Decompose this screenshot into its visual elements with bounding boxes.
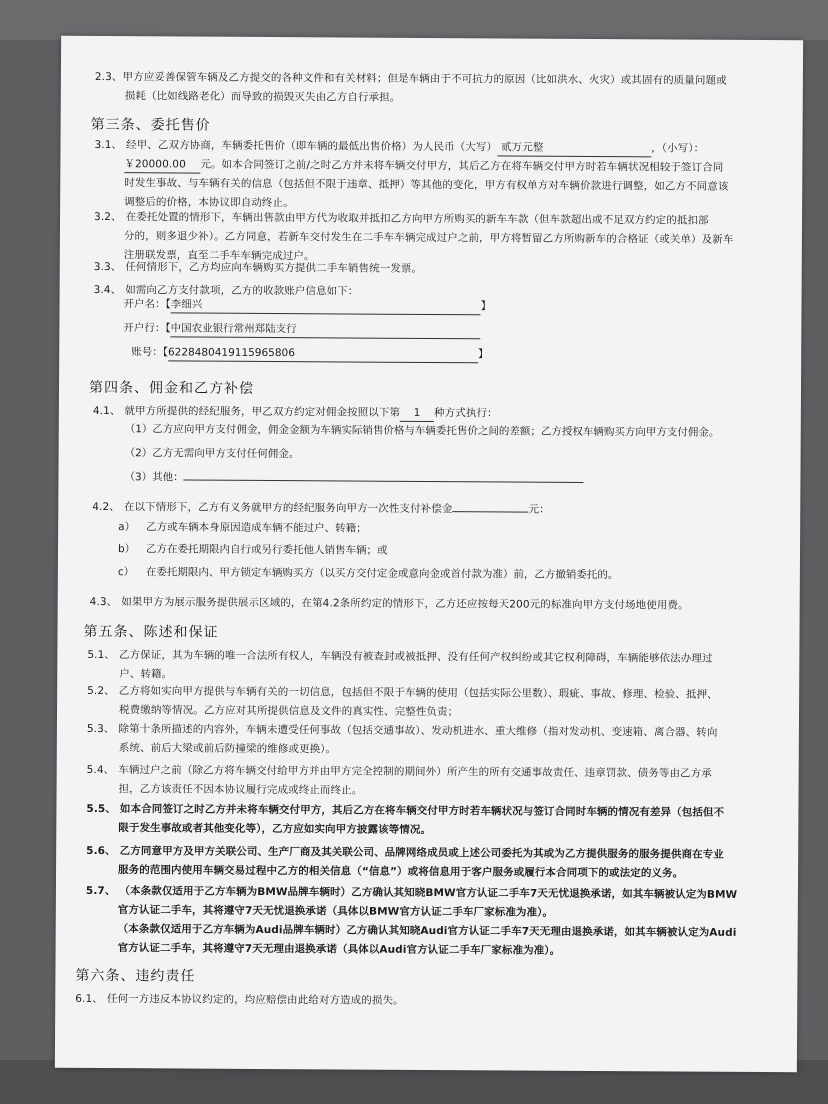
contract-page (55, 36, 803, 1073)
section-3-title: 第三条、委托售价 (90, 116, 211, 134)
bank-row (123, 319, 480, 340)
clause-number: 5.5、 (86, 802, 116, 816)
item-text: 在委托期限内、甲方锁定车辆购买方（以买方交付定金或意向金或首付款为准）前，乙方撤销委托的。 (145, 566, 619, 582)
clause-number: 2.3、 (94, 70, 123, 84)
clause-number: 3.1、 (94, 138, 123, 152)
commission-option-2: （2）乙方无需向甲方支付任何佣金。 (124, 447, 300, 461)
clause-number: 4.1、 (92, 404, 121, 418)
clause-text: 损耗（比如线路老化）而导致的损毁灭失由乙方自行承担。 (124, 90, 401, 104)
clause-text: 任何情形下，乙方均应向车辆购买方提供二手车销售统一发票。 (125, 261, 423, 275)
clause-number: 4.2、 (92, 500, 120, 514)
list-item (118, 563, 619, 585)
item-label: b） (117, 543, 136, 556)
option-3-label: （3）其他： (124, 471, 184, 484)
clause-text: 甲方应妥善保管车辆及乙方提交的各种文件和有关材料；但是车辆由于不可抗力的原因（比如洪水、火灾）或其固有的质量问题或 (122, 71, 727, 87)
clause-6-1 (75, 990, 775, 1013)
clause-text: 服务的范围内使用车辆交易过程中乙方的相关信息（“信息”）或将信息用于客户服务或履行本合同项下的或法定的义务。 (118, 864, 684, 880)
clause-5-2 (87, 682, 781, 724)
clause-text: 分的，则多退少补）。乙方同意，若新车交付发生在二手车车辆完成过户之前，甲方将暂留乙方所购新车的合格证（或关单）及新车 (123, 230, 734, 246)
clause-text: 时发生事故、与车辆有关的信息（包括但不限于违章、抵押）等其他的变化，甲方有权单方对车辆价款进行调整，如乙方不同意该 (124, 177, 729, 193)
item-text: 乙方在委托期限内自行或另行委托他人销售车辆；或 (145, 543, 388, 557)
desk-background-top (0, 0, 828, 40)
clause-5-3 (87, 720, 781, 762)
clause-number: 4.3、 (89, 595, 118, 609)
clause-3-3 (94, 258, 784, 281)
list-item (118, 518, 367, 539)
bracket-close: 】 (480, 300, 492, 313)
clause-text: 注册联发票，直至二手车车辆完成过户。 (123, 249, 315, 263)
clause-text: 如本合同签订之时乙方并未将车辆交付甲方，其后乙方在将车辆交付甲方时若车辆状况与签订合同时车辆的情况有差异（包括但不 (119, 803, 725, 819)
clause-text: 车辆过户之前（除乙方将车辆交付给甲方并由甲方完全控制的期间外）所产生的所有交通事故责任、违章罚款、债务等由乙方承 (118, 764, 712, 780)
clause-number: 6.1、 (75, 992, 103, 1006)
bracket-close: 】 (477, 348, 489, 361)
clause-number: 3.2、 (94, 210, 122, 224)
clause-text: 元： (528, 503, 550, 516)
account-holder-row (123, 295, 491, 316)
clause-3-1 (94, 136, 784, 216)
account-holder-value: 李细兴 (171, 297, 481, 315)
section-6-title: 第六条、违约责任 (75, 967, 196, 985)
account-number-row (131, 343, 488, 364)
clause-5-7 (86, 882, 780, 962)
compensation-amount-blank (452, 511, 528, 512)
section-4-title: 第四条、佣金和乙方补偿 (88, 379, 255, 397)
clause-text: （本条款仅适用于乙方车辆为Audi品牌车辆时）乙方确认其知晓Audi官方认证二手车7天无理由退换承诺，如其车辆被认定为Audi (117, 923, 737, 939)
bank-label: 开户行：【 (123, 322, 171, 335)
clause-text: 经甲、乙双方协商，车辆委托售价（即车辆的最低出售价格）为人民币（大写） (126, 139, 498, 154)
clause-5-5 (86, 800, 780, 842)
clause-text: 担，乙方该责任不因本协议履行完成或终止而终止。 (118, 783, 363, 797)
price-in-words: 贰万元整 (497, 140, 651, 157)
commission-option-3 (124, 468, 583, 490)
clause-text: 官方认证二手车，其将遵守7天无忧退换承诺（具体以BMW官方认证二手车厂家标准为准）。 (117, 904, 554, 919)
clause-text: （本条款仅适用于乙方车辆为BMW品牌车辆时）乙方确认其知晓BMW官方认证二手车7天无忧退换承诺，如其车辆被认定为BMW (119, 885, 738, 901)
clause-text: 乙方将如实向甲方提供与车辆有关的一切信息，包括但不限于车辆的使用（包括实际公里数）、瑕疵、事故、修理、检验、抵押、 (118, 685, 718, 701)
commission-option-1: （1）乙方应向甲方支付佣金，佣金金额为车辆实际销售价格与车辆委托售价之间的差额；乙方授权车辆购买方向甲方支付佣金。 (124, 423, 720, 439)
clause-number: 5.6、 (86, 844, 116, 858)
clause-number: 5.2、 (87, 684, 115, 698)
clause-number: 3.4、 (93, 283, 122, 297)
clause-text: 调整后的价格，本协议即自动终止。 (124, 196, 294, 210)
clause-text: ，（小写）： (651, 142, 705, 155)
option-3-blank (184, 479, 584, 482)
clause-2-3 (95, 68, 785, 110)
clause-text: 除第十条所描述的内容外，车辆未遭受任何事故（包括交通事故）、发动机进水、重大维修（指对发动机、变速箱、离合器、转向 (118, 723, 718, 739)
clause-text: 乙方同意甲方及甲方关联公司、生产厂商及其关联公司、品牌网络成员或上述公司委托为其或为乙方提供服务的服务提供商在专业 (119, 845, 724, 861)
clause-text: 官方认证二手车，其将遵守7天无理由退换承诺（具体以Audi官方认证二手车厂家标准为准）。 (117, 942, 561, 957)
bank-value: 中国农业银行常州郑陆支行 (171, 321, 481, 339)
clause-text: 元。如本合同签订之前/之时乙方并未将车辆交付甲方，其后乙方在将车辆交付甲方时若车辆状况相较于签订合同 (200, 158, 724, 174)
clause-text: 乙方保证，其为车辆的唯一合法所有权人，车辆没有被查封或被抵押、没有任何产权纠纷或其它权利障碍，车辆能够依法办理过 (118, 649, 713, 665)
clause-text: 在委托处置的情形下，车辆出售款由甲方代为收取并抵扣乙方向甲方所购买的新车车款（但车款超出或不足双方约定的抵扣部 (125, 211, 709, 227)
clause-number: 5.1、 (87, 648, 116, 662)
clause-5-6 (86, 842, 780, 884)
clause-text: 系统、前后大梁或前后防撞梁的维修或更换）。 (118, 742, 337, 756)
clause-text: 税费缴纳等情况。乙方应对其所提供信息及文件的真实性、完整性负责； (119, 704, 459, 719)
commission-choice: 1 (400, 406, 434, 422)
clause-text: 任何一方违反本协议约定的，均应赔偿由此给对方造成的损失。 (106, 993, 404, 1007)
clause-number: 3.3、 (93, 260, 122, 274)
account-holder-label: 开户名：【 (123, 298, 171, 311)
item-label: c） (117, 566, 135, 579)
clause-5-4 (86, 761, 780, 803)
clause-text: 如需向乙方支付款项，乙方的收款账户信息如下： (125, 284, 359, 298)
account-number-label: 账号：【 (131, 346, 169, 359)
clause-text: 限于发生事故或者其他变化等），乙方应如实向甲方披露该等情况。 (118, 822, 432, 837)
clause-text: 户、转籍。 (119, 668, 173, 681)
clause-text: 如果甲方为展示服务提供展示区域的，在第4.2条所约定的情形下，乙方还应按每天200元的标准向甲方支付场地使用费。 (121, 596, 689, 612)
clause-text: 在以下情形下，乙方有义务就甲方的经纪服务向甲方一次性支付补偿金 (123, 501, 453, 516)
clause-number: 5.3、 (86, 722, 115, 736)
account-number-value: 6228480419115965806 (168, 345, 478, 363)
clause-number: 5.7、 (85, 884, 116, 898)
clause-number: 5.4、 (86, 763, 115, 777)
clause-4-3 (90, 593, 780, 616)
clause-text: 就甲方所提供的经纪服务，甲乙双方约定对佣金按照以下第 (124, 405, 401, 419)
list-item (118, 540, 388, 561)
item-text: 乙方或车辆本身原因造成车辆不能过户、转籍； (146, 521, 367, 535)
price-in-numbers: ￥20000.00 (124, 157, 200, 173)
item-label: a） (118, 521, 136, 534)
section-5-title: 第五条、陈述和保证 (83, 623, 219, 641)
clause-text: 种方式执行： (434, 407, 498, 420)
